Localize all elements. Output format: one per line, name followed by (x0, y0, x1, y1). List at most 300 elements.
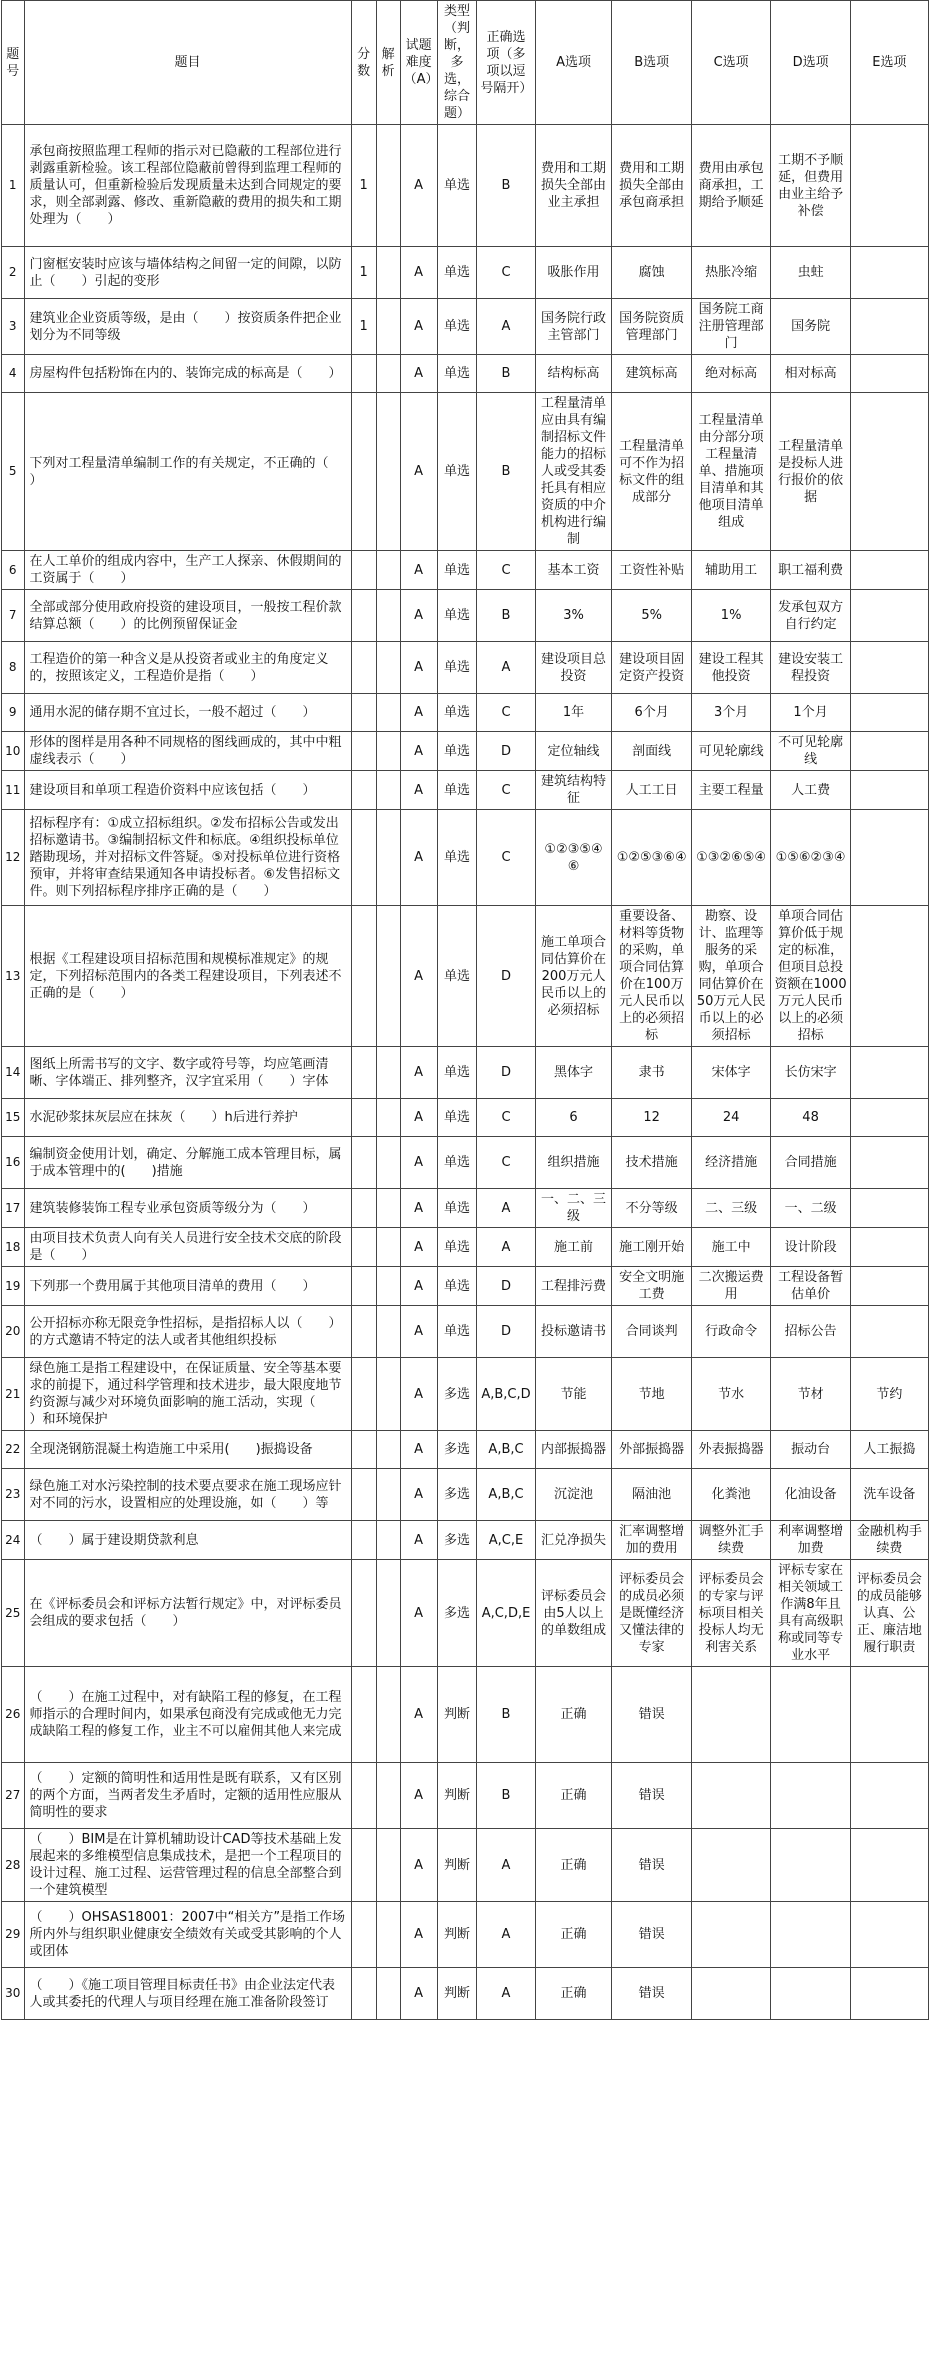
cell-option-e (850, 1763, 928, 1829)
cell-option-e (850, 355, 928, 393)
table-row (2, 590, 929, 642)
cell-option-d: 建设安装工程投资 (771, 642, 850, 694)
table-row (2, 1560, 929, 1667)
cell-num: 26 (2, 1667, 25, 1763)
cell-answer: B (477, 355, 535, 393)
cell-analysis (376, 1968, 400, 2020)
cell-option-b: 技术措施 (612, 1137, 691, 1189)
cell-type: 判断 (437, 1829, 477, 1902)
cell-type: 单选 (437, 1228, 477, 1267)
cell-type: 判断 (437, 1667, 477, 1763)
cell-num: 25 (2, 1560, 25, 1667)
cell-analysis (376, 247, 400, 299)
cell-answer: A (477, 1189, 535, 1228)
cell-type: 多选 (437, 1560, 477, 1667)
cell-option-d: 评标专家在相关领域工作满8年且具有高级职称或同等专业水平 (771, 1560, 850, 1667)
cell-question: 承包商按照监理工程师的指示对已隐蔽的工程部位进行剥露重新检验。该工程部位隐蔽前曾得到监理工程师的质量认可，但重新检验后发现质量未达到合同规定的要求，则全部剥露、修改、重新隐蔽的费用的损失和工期处理为（ ） (24, 125, 351, 247)
cell-option-d: 长仿宋字 (771, 1047, 850, 1099)
cell-option-a: 工程排污费 (535, 1267, 612, 1306)
cell-score (351, 1667, 376, 1763)
cell-option-d (771, 1763, 850, 1829)
table-row (2, 393, 929, 551)
cell-question: 水泥砂浆抹灰层应在抹灰（ ）h后进行养护 (24, 1099, 351, 1137)
cell-option-d (771, 1902, 850, 1968)
cell-score (351, 694, 376, 732)
cell-option-a: 定位轴线 (535, 732, 612, 771)
table-row (2, 247, 929, 299)
cell-answer: D (477, 732, 535, 771)
cell-difficulty: A (400, 642, 437, 694)
table-row (2, 551, 929, 590)
cell-question: 绿色施工对水污染控制的技术要点要求在施工现场应针对不同的污水，设置相应的处理设施，如（ ）等 (24, 1469, 351, 1521)
cell-option-c: 辅助用工 (691, 551, 770, 590)
table-row (2, 1047, 929, 1099)
cell-option-b: 工程量清单可不作为招标文件的组成部分 (612, 393, 691, 551)
cell-score (351, 1902, 376, 1968)
cell-num: 13 (2, 906, 25, 1047)
cell-question: （ ）定额的简明性和适用性是既有联系，又有区别的两个方面，当两者发生矛盾时，定额的适用性应服从简明性的要求 (24, 1763, 351, 1829)
cell-option-d: 设计阶段 (771, 1228, 850, 1267)
cell-difficulty: A (400, 1137, 437, 1189)
cell-option-e: 节约 (850, 1358, 928, 1431)
cell-option-d: 振动台 (771, 1431, 850, 1469)
cell-difficulty: A (400, 1968, 437, 2020)
cell-option-b: 错误 (612, 1902, 691, 1968)
cell-option-d: ①⑤⑥②③④ (771, 810, 850, 906)
cell-option-a: 建设项目总投资 (535, 642, 612, 694)
cell-difficulty: A (400, 590, 437, 642)
cell-option-d: 合同措施 (771, 1137, 850, 1189)
header-question: 题目 (24, 1, 351, 125)
cell-analysis (376, 125, 400, 247)
cell-score (351, 642, 376, 694)
cell-answer: D (477, 906, 535, 1047)
cell-type: 单选 (437, 1306, 477, 1358)
cell-option-a: 沉淀池 (535, 1469, 612, 1521)
cell-option-c (691, 1829, 770, 1902)
cell-option-b: 施工刚开始 (612, 1228, 691, 1267)
cell-question: 在人工单价的组成内容中，生产工人探亲、休假期间的工资属于（ ） (24, 551, 351, 590)
table-row (2, 906, 929, 1047)
cell-option-b: 隶书 (612, 1047, 691, 1099)
cell-score (351, 906, 376, 1047)
cell-option-b: 错误 (612, 1667, 691, 1763)
cell-option-b: 建筑标高 (612, 355, 691, 393)
cell-type: 单选 (437, 771, 477, 810)
cell-option-c: 3个月 (691, 694, 770, 732)
cell-analysis (376, 1902, 400, 1968)
cell-analysis (376, 1189, 400, 1228)
header-num: 题号 (2, 1, 25, 125)
cell-score: 1 (351, 125, 376, 247)
cell-analysis (376, 551, 400, 590)
cell-type: 多选 (437, 1469, 477, 1521)
cell-type: 单选 (437, 642, 477, 694)
cell-difficulty: A (400, 355, 437, 393)
cell-option-b: 剖面线 (612, 732, 691, 771)
cell-difficulty: A (400, 551, 437, 590)
cell-score (351, 1189, 376, 1228)
cell-num: 2 (2, 247, 25, 299)
cell-option-b: 节地 (612, 1358, 691, 1431)
cell-option-d: 虫蛀 (771, 247, 850, 299)
cell-answer: A (477, 299, 535, 355)
cell-question: （ ）在施工过程中，对有缺陷工程的修复，在工程师指示的合理时间内，如果承包商没有完成或他无力完成缺陷工程的修复工作，业主不可以雇佣其他人来完成 (24, 1667, 351, 1763)
cell-question: 图纸上所需书写的文字、数字或符号等，均应笔画清晰、字体端正、排列整齐，汉字宜采用（ ）字体 (24, 1047, 351, 1099)
cell-option-a: 基本工资 (535, 551, 612, 590)
cell-analysis (376, 1267, 400, 1306)
cell-difficulty: A (400, 1189, 437, 1228)
cell-score (351, 590, 376, 642)
cell-option-e (850, 810, 928, 906)
cell-analysis (376, 1099, 400, 1137)
cell-type: 单选 (437, 393, 477, 551)
cell-option-b: 12 (612, 1099, 691, 1137)
cell-option-e (850, 1099, 928, 1137)
cell-type: 单选 (437, 125, 477, 247)
cell-num: 14 (2, 1047, 25, 1099)
cell-num: 8 (2, 642, 25, 694)
cell-num: 11 (2, 771, 25, 810)
cell-analysis (376, 1047, 400, 1099)
cell-num: 30 (2, 1968, 25, 2020)
cell-option-d: 节材 (771, 1358, 850, 1431)
cell-num: 15 (2, 1099, 25, 1137)
header-option-d: D选项 (771, 1, 850, 125)
cell-option-b: 腐蚀 (612, 247, 691, 299)
cell-option-d: 工期不予顺延，但费用由业主给予补偿 (771, 125, 850, 247)
table-row (2, 1902, 929, 1968)
cell-question: 下列对工程量清单编制工作的有关规定，不正确的（ ） (24, 393, 351, 551)
cell-option-c (691, 1902, 770, 1968)
cell-type: 单选 (437, 1189, 477, 1228)
cell-answer: C (477, 551, 535, 590)
cell-option-a: 正确 (535, 1902, 612, 1968)
cell-score (351, 810, 376, 906)
cell-answer: A,C,E (477, 1521, 535, 1560)
cell-question: 工程造价的第一种含义是从投资者或业主的角度定义的，按照该定义，工程造价是指（ ） (24, 642, 351, 694)
cell-score (351, 355, 376, 393)
cell-option-b: 安全文明施工费 (612, 1267, 691, 1306)
cell-analysis (376, 1431, 400, 1469)
cell-option-e: 金融机构手续费 (850, 1521, 928, 1560)
cell-type: 单选 (437, 299, 477, 355)
cell-answer: A,B,C (477, 1469, 535, 1521)
cell-analysis (376, 1560, 400, 1667)
cell-option-a: 1年 (535, 694, 612, 732)
cell-option-b: 错误 (612, 1829, 691, 1902)
cell-option-d: 1个月 (771, 694, 850, 732)
cell-answer: C (477, 1099, 535, 1137)
cell-option-d (771, 1968, 850, 2020)
cell-score (351, 771, 376, 810)
cell-difficulty: A (400, 1902, 437, 1968)
cell-type: 单选 (437, 810, 477, 906)
header-option-e: E选项 (850, 1, 928, 125)
cell-difficulty: A (400, 393, 437, 551)
table-row (2, 1228, 929, 1267)
cell-answer: D (477, 1047, 535, 1099)
cell-option-d: 国务院 (771, 299, 850, 355)
cell-option-e (850, 1228, 928, 1267)
cell-answer: B (477, 590, 535, 642)
cell-difficulty: A (400, 125, 437, 247)
cell-option-a: 内部振捣器 (535, 1431, 612, 1469)
cell-option-a: 吸胀作用 (535, 247, 612, 299)
cell-type: 判断 (437, 1968, 477, 2020)
cell-difficulty: A (400, 1829, 437, 1902)
cell-option-c: 1% (691, 590, 770, 642)
cell-option-c: 国务院工商注册管理部门 (691, 299, 770, 355)
cell-option-d: 单项合同估算价低于规定的标准，但项目总投资额在1000万元人民币以上的必须招标 (771, 906, 850, 1047)
cell-option-c: 评标委员会的专家与评标项目相关投标人均无利害关系 (691, 1560, 770, 1667)
cell-option-a: 结构标高 (535, 355, 612, 393)
cell-difficulty: A (400, 694, 437, 732)
cell-difficulty: A (400, 247, 437, 299)
cell-score (351, 1267, 376, 1306)
cell-num: 3 (2, 299, 25, 355)
cell-num: 16 (2, 1137, 25, 1189)
cell-type: 单选 (437, 551, 477, 590)
cell-analysis (376, 642, 400, 694)
cell-question: 下列那一个费用属于其他项目清单的费用（ ） (24, 1267, 351, 1306)
cell-option-d: 职工福利费 (771, 551, 850, 590)
cell-option-e (850, 1306, 928, 1358)
cell-difficulty: A (400, 1469, 437, 1521)
table-row (2, 1763, 929, 1829)
cell-option-b: 5% (612, 590, 691, 642)
cell-option-e (850, 393, 928, 551)
cell-option-a: 施工单项合同估算价在200万元人民币以上的必须招标 (535, 906, 612, 1047)
cell-num: 21 (2, 1358, 25, 1431)
cell-option-a: 国务院行政主管部门 (535, 299, 612, 355)
cell-option-b: 工资性补贴 (612, 551, 691, 590)
cell-option-e: 评标委员会的成员能够认真、公正、廉洁地履行职责 (850, 1560, 928, 1667)
cell-difficulty: A (400, 1667, 437, 1763)
cell-answer: A (477, 1902, 535, 1968)
cell-option-d (771, 1667, 850, 1763)
cell-type: 多选 (437, 1358, 477, 1431)
cell-num: 22 (2, 1431, 25, 1469)
cell-question: 在《评标委员会和评标方法暂行规定》中，对评标委员会组成的要求包括（ ） (24, 1560, 351, 1667)
cell-option-a: ①②③⑤④⑥ (535, 810, 612, 906)
cell-type: 单选 (437, 1137, 477, 1189)
cell-num: 28 (2, 1829, 25, 1902)
cell-option-d: 化油设备 (771, 1469, 850, 1521)
cell-option-b: 国务院资质管理部门 (612, 299, 691, 355)
cell-analysis (376, 1521, 400, 1560)
cell-score (351, 1829, 376, 1902)
cell-option-c: 费用由承包商承担，工期给予顺延 (691, 125, 770, 247)
header-analysis: 解析 (376, 1, 400, 125)
cell-num: 9 (2, 694, 25, 732)
cell-option-c: 外表振捣器 (691, 1431, 770, 1469)
cell-question: 形体的图样是用各种不同规格的图线画成的，其中中粗虚线表示（ ） (24, 732, 351, 771)
cell-score (351, 1228, 376, 1267)
cell-type: 单选 (437, 906, 477, 1047)
cell-option-c: 主要工程量 (691, 771, 770, 810)
cell-answer: A,C,D,E (477, 1560, 535, 1667)
cell-option-c: 行政命令 (691, 1306, 770, 1358)
cell-option-c: 化粪池 (691, 1469, 770, 1521)
cell-difficulty: A (400, 1267, 437, 1306)
cell-question: 编制资金使用计划，确定、分解施工成本管理目标，属于成本管理中的( )措施 (24, 1137, 351, 1189)
cell-score (351, 1521, 376, 1560)
cell-analysis (376, 1306, 400, 1358)
header-option-a: A选项 (535, 1, 612, 125)
cell-option-d: 一、二级 (771, 1189, 850, 1228)
table-row (2, 1667, 929, 1763)
cell-option-a: 建筑结构特征 (535, 771, 612, 810)
cell-option-c: ①③②⑥⑤④ (691, 810, 770, 906)
cell-option-c: 施工中 (691, 1228, 770, 1267)
cell-option-a: 正确 (535, 1667, 612, 1763)
cell-option-d: 不可见轮廓线 (771, 732, 850, 771)
cell-answer: C (477, 771, 535, 810)
cell-score (351, 1968, 376, 2020)
cell-option-b: 建设项目固定资产投资 (612, 642, 691, 694)
cell-question: 房屋构件包括粉饰在内的、装饰完成的标高是（ ） (24, 355, 351, 393)
cell-analysis (376, 1228, 400, 1267)
cell-type: 判断 (437, 1902, 477, 1968)
cell-score (351, 1431, 376, 1469)
cell-option-e (850, 247, 928, 299)
cell-analysis (376, 355, 400, 393)
cell-num: 1 (2, 125, 25, 247)
cell-option-c: 绝对标高 (691, 355, 770, 393)
cell-question: （ ）《施工项目管理目标责任书》由企业法定代表人或其委托的代理人与项目经理在施工准备阶段签订 (24, 1968, 351, 2020)
cell-option-d: 人工费 (771, 771, 850, 810)
cell-difficulty: A (400, 299, 437, 355)
cell-type: 单选 (437, 732, 477, 771)
cell-question: 建设项目和单项工程造价资料中应该包括（ ） (24, 771, 351, 810)
cell-option-b: 错误 (612, 1968, 691, 2020)
cell-score (351, 393, 376, 551)
cell-question: 全部或部分使用政府投资的建设项目，一般按工程价款结算总额（ ）的比例预留保证金 (24, 590, 351, 642)
cell-question: 绿色施工是指工程建设中，在保证质量、安全等基本要求的前提下，通过科学管理和技术进步，最大限度地节约资源与减少对环境负面影响的施工活动，实现（ ）和环境保护 (24, 1358, 351, 1431)
cell-option-c (691, 1763, 770, 1829)
cell-score (351, 1763, 376, 1829)
cell-difficulty: A (400, 906, 437, 1047)
cell-type: 单选 (437, 247, 477, 299)
cell-option-e (850, 1047, 928, 1099)
cell-type: 单选 (437, 1267, 477, 1306)
table-row (2, 1469, 929, 1521)
cell-score (351, 1047, 376, 1099)
cell-difficulty: A (400, 1358, 437, 1431)
cell-option-e (850, 590, 928, 642)
cell-num: 23 (2, 1469, 25, 1521)
cell-answer: A,B,C (477, 1431, 535, 1469)
cell-question: （ ）属于建设期贷款利息 (24, 1521, 351, 1560)
cell-score (351, 1358, 376, 1431)
cell-analysis (376, 1763, 400, 1829)
cell-answer: A,B,C,D (477, 1358, 535, 1431)
cell-option-e: 人工振捣 (850, 1431, 928, 1469)
cell-type: 单选 (437, 694, 477, 732)
table-row (2, 355, 929, 393)
table-row (2, 732, 929, 771)
cell-num: 24 (2, 1521, 25, 1560)
cell-option-e (850, 642, 928, 694)
cell-question: 建筑装修装饰工程专业承包资质等级分为（ ） (24, 1189, 351, 1228)
cell-num: 20 (2, 1306, 25, 1358)
cell-option-b: 隔油池 (612, 1469, 691, 1521)
cell-analysis (376, 1667, 400, 1763)
cell-option-c: 经济措施 (691, 1137, 770, 1189)
cell-option-a: 6 (535, 1099, 612, 1137)
cell-analysis (376, 1358, 400, 1431)
cell-option-a: 黑体字 (535, 1047, 612, 1099)
cell-option-c: 二、三级 (691, 1189, 770, 1228)
cell-option-b: 人工工日 (612, 771, 691, 810)
question-table (1, 0, 929, 2020)
cell-type: 单选 (437, 355, 477, 393)
table-row (2, 1521, 929, 1560)
cell-answer: B (477, 1667, 535, 1763)
cell-option-c (691, 1667, 770, 1763)
cell-question: （ ）BIM是在计算机辅助设计CAD等技术基础上发展起来的多维模型信息集成技术，是把一个工程项目的设计过程、施工过程、运营管理过程的信息全部整合到一个建筑模型 (24, 1829, 351, 1902)
header-score: 分数 (351, 1, 376, 125)
cell-option-d: 48 (771, 1099, 850, 1137)
cell-num: 29 (2, 1902, 25, 1968)
table-row (2, 299, 929, 355)
cell-analysis (376, 393, 400, 551)
cell-option-e (850, 1667, 928, 1763)
cell-question: 由项目技术负责人向有关人员进行安全技术交底的阶段是（ ） (24, 1228, 351, 1267)
cell-analysis (376, 1469, 400, 1521)
cell-answer: C (477, 810, 535, 906)
cell-option-d: 发承包双方自行约定 (771, 590, 850, 642)
cell-difficulty: A (400, 1306, 437, 1358)
cell-answer: D (477, 1306, 535, 1358)
cell-difficulty: A (400, 732, 437, 771)
cell-type: 多选 (437, 1431, 477, 1469)
cell-num: 17 (2, 1189, 25, 1228)
cell-score (351, 1306, 376, 1358)
cell-type: 单选 (437, 1099, 477, 1137)
cell-option-e (850, 694, 928, 732)
cell-option-e (850, 906, 928, 1047)
cell-analysis (376, 906, 400, 1047)
table-row (2, 1099, 929, 1137)
cell-difficulty: A (400, 1763, 437, 1829)
cell-score (351, 1099, 376, 1137)
table-row (2, 810, 929, 906)
cell-option-c: 勘察、设计、监理等服务的采购，单项合同估算价在50万元人民币以上的必须招标 (691, 906, 770, 1047)
header-answer: 正确选项（多项以逗号隔开） (477, 1, 535, 125)
cell-option-e: 洗车设备 (850, 1469, 928, 1521)
cell-answer: B (477, 393, 535, 551)
cell-difficulty: A (400, 1228, 437, 1267)
cell-num: 18 (2, 1228, 25, 1267)
cell-score: 1 (351, 299, 376, 355)
cell-difficulty: A (400, 1521, 437, 1560)
cell-difficulty: A (400, 1560, 437, 1667)
cell-question: 根据《工程建设项目招标范围和规模标准规定》的规定，下列招标范围内的各类工程建设项目，下列表述不正确的是（ ） (24, 906, 351, 1047)
cell-option-c: 节水 (691, 1358, 770, 1431)
cell-option-e (850, 771, 928, 810)
cell-option-e (850, 1189, 928, 1228)
cell-answer: A (477, 642, 535, 694)
cell-option-b: 合同谈判 (612, 1306, 691, 1358)
cell-option-b: 费用和工期损失全部由承包商承担 (612, 125, 691, 247)
cell-num: 10 (2, 732, 25, 771)
cell-option-b: 评标委员会的成员必须是既懂经济又懂法律的专家 (612, 1560, 691, 1667)
cell-option-a: 正确 (535, 1829, 612, 1902)
cell-answer: C (477, 1137, 535, 1189)
cell-num: 6 (2, 551, 25, 590)
